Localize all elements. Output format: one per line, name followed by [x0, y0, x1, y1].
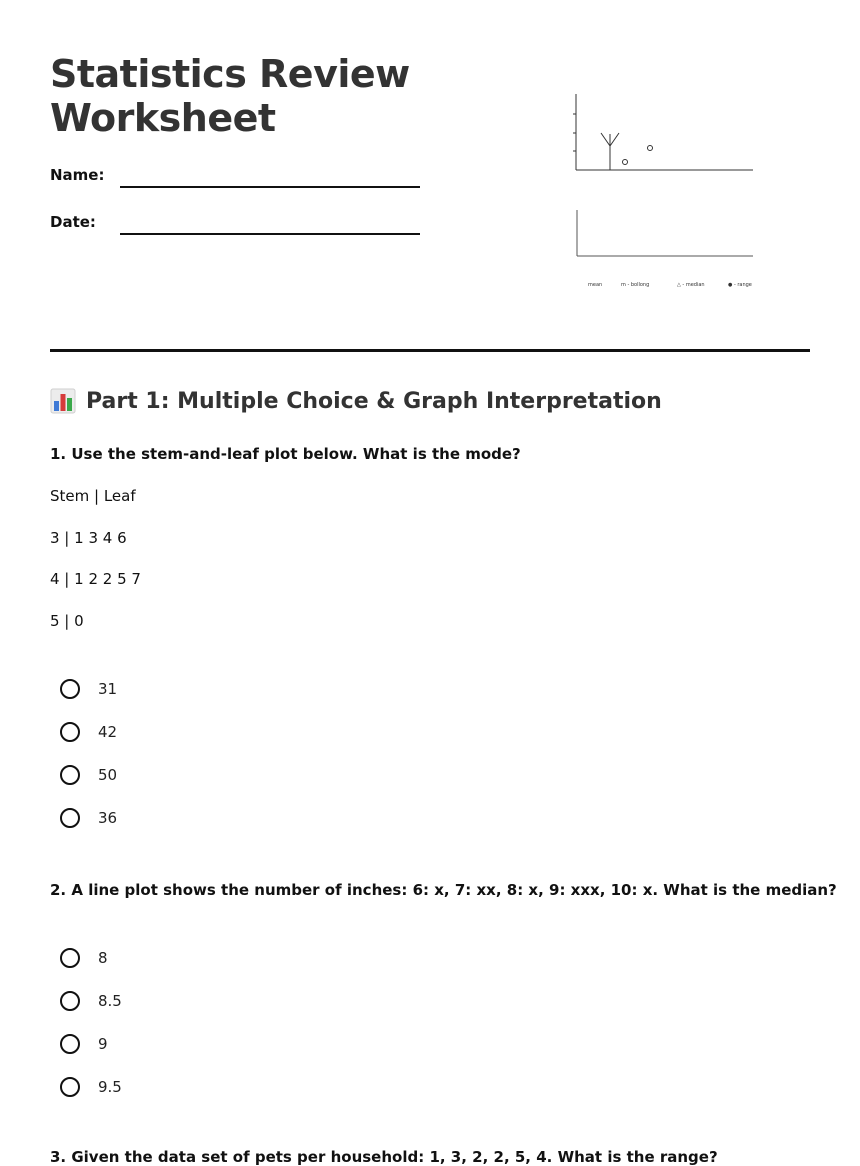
option-label: 36 [98, 809, 118, 827]
radio-button[interactable] [60, 765, 80, 785]
q2-option[interactable] [60, 1032, 108, 1056]
part1-title: Part 1: Multiple Choice & Graph Interpretation [86, 388, 662, 414]
stem-leaf-row: 4 | 1 2 2 5 7 [50, 570, 141, 588]
option-label: 8.5 [98, 992, 122, 1010]
radio-button[interactable] [60, 679, 80, 699]
option-label: 31 [98, 680, 118, 698]
q1-option[interactable] [60, 720, 117, 744]
question-2-prompt: 2. A line plot shows the number of inches: 6: x, 7: xx, 8: x, 9: xxx, 10: x. What is the median? [50, 881, 837, 899]
legend-range: ● - range [728, 282, 752, 288]
circle-mark [648, 146, 653, 151]
q2-option[interactable] [60, 989, 122, 1013]
radio-button[interactable] [60, 1077, 80, 1097]
stem-leaf-row: 3 | 1 3 4 6 [50, 529, 127, 547]
radio-button[interactable] [60, 1034, 80, 1054]
page-title [50, 52, 410, 140]
radio-button[interactable] [60, 808, 80, 828]
q2-option[interactable] [60, 946, 108, 970]
option-label: 8 [98, 949, 108, 967]
title-line-2: Worksheet [50, 96, 276, 140]
sketch-figure [568, 88, 763, 298]
q1-option[interactable] [60, 677, 117, 701]
title-line-1: Statistics Review [50, 52, 410, 96]
radio-button[interactable] [60, 722, 80, 742]
question-1-prompt: 1. Use the stem-and-leaf plot below. What is the mode? [50, 445, 521, 463]
section-divider [50, 349, 810, 352]
legend-mean: mean [588, 282, 603, 288]
radio-button[interactable] [60, 991, 80, 1011]
q2-option[interactable] [60, 1075, 122, 1099]
option-label: 50 [98, 766, 118, 784]
name-label: Name: [50, 166, 105, 184]
date-field[interactable] [120, 233, 420, 235]
plant-icon [601, 133, 619, 170]
stem-leaf-row: 5 | 0 [50, 612, 84, 630]
circle-mark [623, 160, 628, 165]
q1-option[interactable] [60, 763, 117, 787]
q1-option[interactable] [60, 806, 117, 830]
stem-leaf-header: Stem | Leaf [50, 487, 136, 505]
upper-sketch-axes [573, 94, 753, 170]
lower-sketch-axes [577, 210, 753, 256]
question-3-prompt: 3. Given the data set of pets per household: 1, 3, 2, 2, 5, 4. What is the range? [50, 1148, 718, 1166]
legend-m: m - bollong [621, 282, 650, 288]
bar-chart-icon [50, 388, 76, 414]
date-label: Date: [50, 213, 96, 231]
name-field[interactable] [120, 186, 420, 188]
option-label: 9.5 [98, 1078, 122, 1096]
legend-median: △ - median [677, 282, 705, 288]
option-label: 42 [98, 723, 118, 741]
radio-button[interactable] [60, 948, 80, 968]
option-label: 9 [98, 1035, 108, 1053]
part1-heading [50, 388, 662, 414]
